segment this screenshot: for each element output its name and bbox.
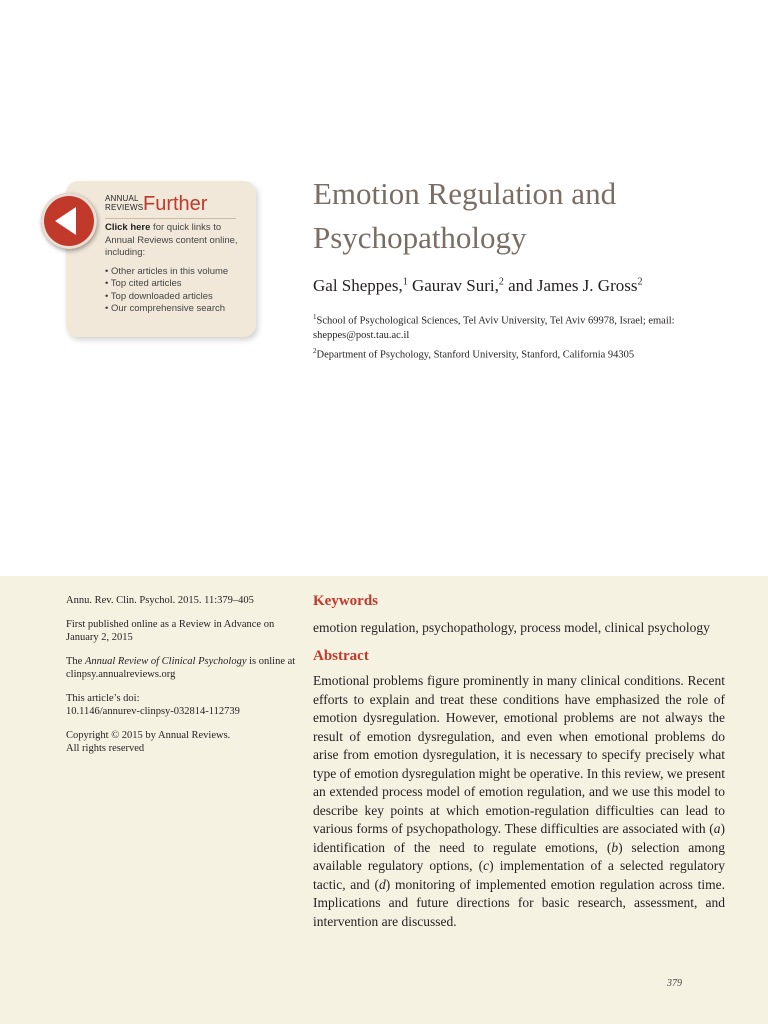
affiliation-1 [313, 310, 743, 343]
copyright: Copyright © 2015 by Annual Reviews. [66, 729, 231, 741]
link-search[interactable]: • Our comprehensive search [105, 303, 250, 316]
abstract-d: d [379, 876, 386, 892]
further-header [105, 193, 208, 215]
further-divider [105, 218, 236, 219]
annual-reviews-logo-text: ANNUAL REVIEWS [105, 194, 144, 212]
doi-value[interactable]: 10.1146/annurev-clinpsy-032814-112739 [66, 706, 240, 717]
affiliation-2 [313, 344, 743, 363]
further-intro: for quick links to Annual Reviews content online, including: [105, 222, 238, 258]
article-title: Emotion Regulation and Psychopathology [313, 176, 617, 255]
abstract-c: c [483, 858, 490, 873]
citation: Annu. Rev. Clin. Psychol. 2015. 11:379–405 [66, 595, 254, 606]
abstract-b: b [611, 839, 619, 855]
abstract-part-1: Emotional problems figure prominently in many clinical conditions. Recent efforts to explain and treat these conditions have emphasized the role of emotion dysregulation. However, emotional problems are not always the result of emotion dysregulation, and even when emotional problems do arise from emotion dysregulation, it is necessary to specify precisely what type of emotion dysregulation might be operative. In this review, we present an extended process model of emotion regulation, and we use this model to describe key points at which emotion-regulation difficulties can lead to various forms of psychopathology. These difficulties are associated with ( [313, 673, 725, 836]
rights: All rights reserved [66, 743, 145, 754]
abstract-heading: Abstract [313, 648, 369, 664]
keywords-heading: Keywords [313, 593, 378, 609]
click-here-link[interactable]: Click here [105, 222, 151, 233]
keywords-text: emotion regulation, psychopathology, process model, clinical psychology [313, 620, 710, 635]
journal-pre: The [66, 655, 85, 667]
further-links [105, 266, 250, 316]
abstract-part-3: ) selection among available regulatory options, ( [313, 839, 725, 873]
author-3: and James J. Gross [503, 276, 638, 295]
author-2-sup: 2 [498, 276, 504, 288]
link-top-downloaded[interactable]: • Top downloaded articles [105, 291, 250, 304]
link-other-articles[interactable]: • Other articles in this volume [105, 266, 250, 279]
copyright-block [66, 729, 296, 756]
affiliation-1-sup: 1 [313, 313, 317, 321]
author-2: Gaurav Suri, [407, 276, 499, 295]
author-1-sup: 1 [402, 276, 408, 288]
abstract-part-5: ) monitoring of implemented emotion regulation across time. Implications and future directions for basic research, assessment, and intervention are discussed. [313, 876, 726, 929]
link-top-cited[interactable]: • Top cited articles [105, 278, 250, 291]
author-1: Gal Sheppes, [313, 276, 403, 295]
left-arrow-icon [41, 193, 97, 249]
journal-name: Annual Review of Clinical Psychology [84, 655, 247, 667]
abstract-part-4: ) implementation of a selected regulatory tactic, and ( [313, 858, 725, 892]
first-published: First published online as a Review in Advance on January 2, 2015 [66, 618, 275, 643]
abstract-a: a [713, 821, 721, 836]
further-text [105, 222, 250, 316]
abstract-part-2: ) identification of the need to regulate emotions, ( [313, 821, 725, 855]
affiliation-2-text: Department of Psychology, Stanford University, Stanford, California 94305 [316, 349, 635, 361]
doi-block [66, 692, 296, 719]
page-number: 379 [667, 978, 682, 989]
journal-post: is online at clinpsy.annualreviews.org [66, 655, 296, 680]
authors [313, 276, 642, 296]
doi-label: This article’s doi: [66, 692, 140, 704]
article-meta [66, 594, 296, 766]
further-logo-text: Further [143, 193, 208, 215]
journal-online [66, 655, 296, 682]
back-arrow-button[interactable] [41, 193, 97, 249]
affiliation-2-sup: 2 [313, 347, 317, 355]
author-3-sup: 2 [637, 276, 643, 288]
affiliation-1-text: School of Psychological Sciences, Tel Aviv University, Tel Aviv 69978, Israel; email: sheppes@post.tau.ac.il [313, 315, 675, 341]
abstract-text [313, 672, 725, 931]
